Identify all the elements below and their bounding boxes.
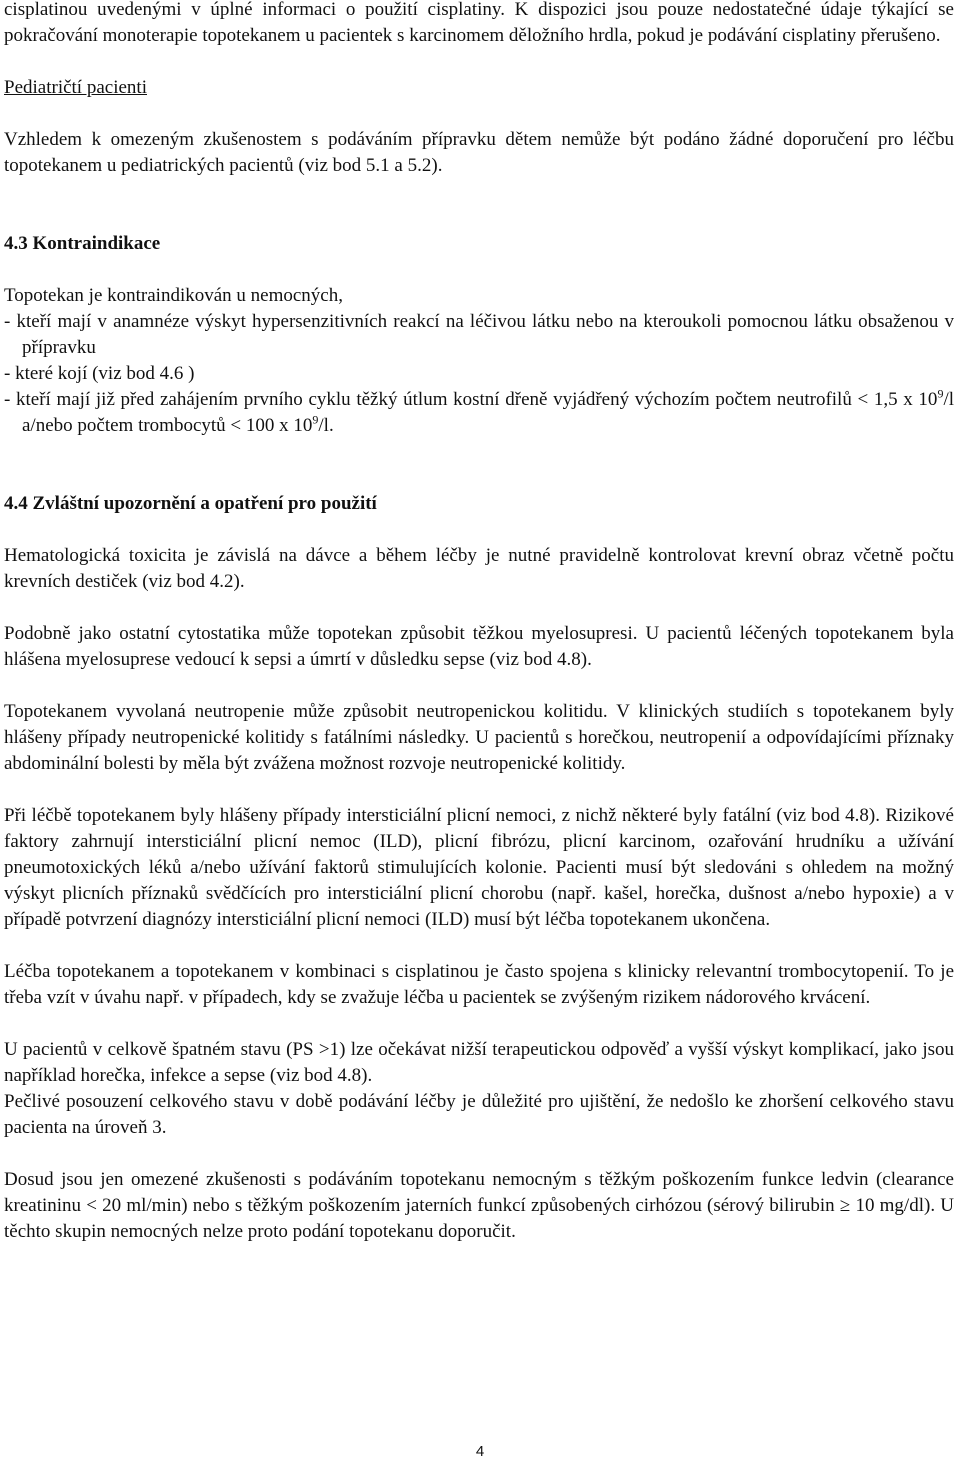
- warning-paragraph-1: Hematologická toxicita je závislá na dávce a během léčby je nutné pravidelně kontrolovat krevní obraz včetně počtu krevních destiček (viz bod 4.2).: [4, 545, 954, 592]
- section-4-4-heading: 4.4 Zvláštní upozornění a opatření pro použití: [4, 493, 377, 514]
- item3-text-after: /l.: [318, 415, 334, 436]
- contraindication-item-1: - kteří mají v anamnéze výskyt hypersenzitivních reakcí na léčivou látku nebo na kteroukoli pomocnou látku obsaženou v přípravku: [4, 311, 954, 358]
- pediatric-paragraph: Vzhledem k omezeným zkušenostem s podáváním přípravku dětem nemůže být podáno žádné doporučení pro léčbu topotekanem u pediatrických pacientů (viz bod 5.1 a 5.2).: [4, 129, 954, 176]
- warning-paragraph-6: U pacientů v celkově špatném stavu (PS >1) lze očekávat nižší terapeutickou odpověď a vyšší výskyt komplikací, jako jsou například horečka, infekce a sepse (viz bod 4.8).: [4, 1039, 954, 1086]
- warning-paragraph-2: Podobně jako ostatní cytostatika může topotekan způsobit těžkou myelosupresi. U pacientů léčených topotekanem byla hlášena myelosuprese vedoucí k sepsi a úmrtí v důsledku sepse (viz bod 4.8).: [4, 623, 954, 670]
- item3-exponent-1: 9: [937, 386, 944, 401]
- warning-paragraph-8: Dosud jsou jen omezené zkušenosti s podáváním topotekanu nemocným s těžkým poškozením funkce ledvin (clearance kreatininu < 20 ml/min) nebo s těžkým poškozením jaterních funkcí způsobených cirhózou (sérový bilirubin ≥ 10 mg/dl). U těchto skupin nemocných nelze proto podání topotekanu doporučit.: [4, 1169, 954, 1242]
- page-number: 4: [475, 1443, 485, 1460]
- warning-paragraph-5: Léčba topotekanem a topotekanem v kombinaci s cisplatinou je často spojena s klinicky relevantní trombocytopenií. To je třeba vzít v úvahu např. v případech, kdy se zvažuje léčba u pacientek se zvýšeným rizikem nádorového krvácení.: [4, 961, 954, 1008]
- intro-paragraph: cisplatinou uvedenými v úplné informaci o použití cisplatiny. K dispozici jsou pouze nedostatečné údaje týkající se pokračování monoterapie topotekanem u pacientek s karcinomem děložního hrdla, pokud je podávání cisplatiny přerušeno.: [4, 0, 954, 46]
- section-4-3-heading: 4.3 Kontraindikace: [4, 233, 161, 254]
- warning-paragraph-7: Pečlivé posouzení celkového stavu v době podávání léčby je důležité pro ujištění, že nedošlo ke zhoršení celkového stavu pacienta na úroveň 3.: [4, 1091, 954, 1138]
- pediatric-heading: Pediatričtí pacienti: [4, 77, 147, 98]
- warning-paragraph-4: Při léčbě topotekanem byly hlášeny případy intersticiální plicní nemoci, z nichž některé byly fatální (viz bod 4.8). Rizikové faktory zahrnují intersticiální plicní nemoc (ILD), plicní fibrózu, plicní karcinom, ozařování hrudníku a užívání pneumotoxických léků a/nebo užívání faktorů stimulujících kolonie. Pacienti musí být sledováni s ohledem na možný výskyt plicních příznaků svědčících pro intersticiální plicní chorobu (např. kašel, horečka, dušnost a/nebo hypoxie) a v případě potvrzení diagnózy intersticiální plicní nemoci (ILD) musí být léčba topotekanem ukončena.: [4, 805, 954, 930]
- contraindication-item-2: - které kojí (viz bod 4.6 ): [4, 363, 195, 384]
- contraindication-intro: Topotekan je kontraindikován u nemocných,: [4, 285, 343, 306]
- warning-paragraph-3: Topotekanem vyvolaná neutropenie může způsobit neutropenickou kolitidu. V klinických studiích s topotekanem byly hlášeny případy neutropenické kolitidy s fatálními následky. U pacientů s horečkou, neutropenií a odpovídajícími příznaky abdominální bolesti by měla být zvážena možnost rozvoje neutropenické kolitidy.: [4, 701, 954, 774]
- item3-text-before: - kteří mají již před zahájením prvního cyklu těžký útlum kostní dřeně vyjádřený výchozím počtem neutrofilů < 1,5 x 10: [4, 389, 938, 410]
- item3-text-middle: /l a/nebo počtem trombocytů < 100 x 10: [22, 389, 954, 436]
- contraindication-item-3: [4, 387, 954, 439]
- document-page: [4, 0, 954, 1245]
- item3-exponent-2: 9: [312, 412, 319, 427]
